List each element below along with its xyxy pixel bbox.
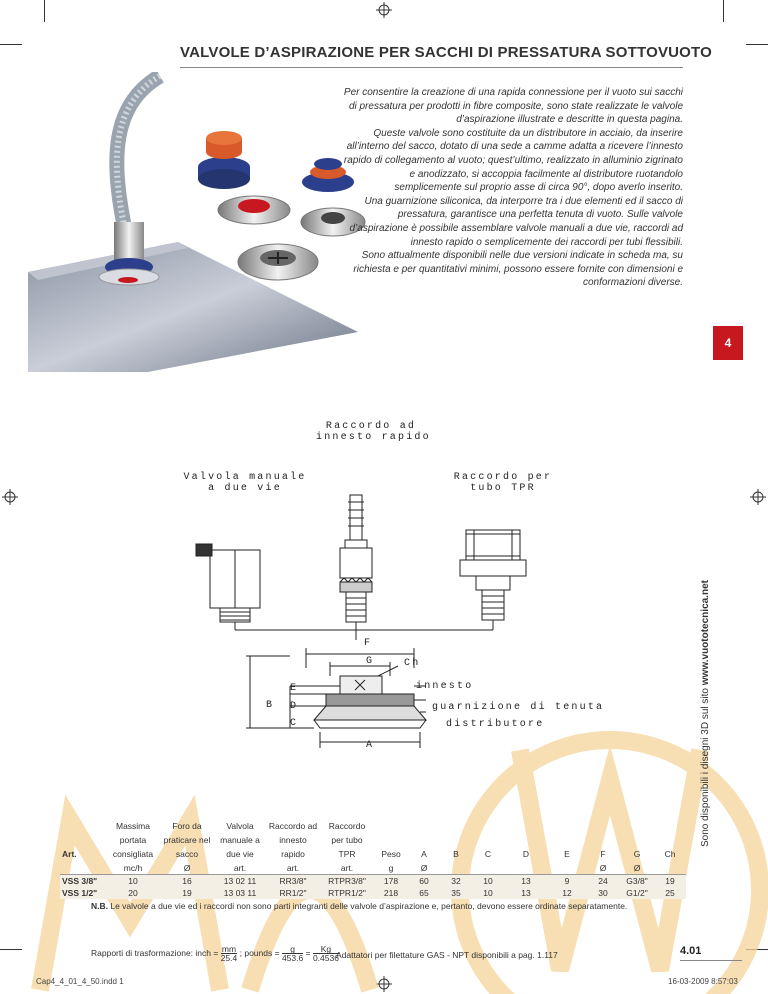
fraction-denominator: 25.4 <box>220 953 238 963</box>
label-quick-coupling: Raccordo ad innesto rapido <box>316 421 431 443</box>
unit-cell: Ø <box>620 862 654 875</box>
unit-cell: Ø <box>408 862 440 875</box>
fraction-numerator: g <box>282 945 303 954</box>
label-distributore: distributore <box>446 719 545 730</box>
side-note <box>700 580 711 847</box>
fraction-mm <box>221 945 238 962</box>
col-header: Peso <box>381 849 401 859</box>
registration-mark <box>2 489 18 505</box>
col-header: Raccordo per tubo TPR <box>328 821 366 859</box>
conversion-formula <box>91 945 339 962</box>
col-header: Ch <box>664 849 676 859</box>
unit-cell: art. <box>266 862 320 875</box>
chapter-badge: 4 <box>713 326 743 360</box>
conversion-label: Rapporti di trasformazione: inch = <box>91 947 219 958</box>
table-cell: 12 <box>548 887 586 899</box>
registration-mark <box>750 489 766 505</box>
table-cell: 13 <box>504 875 548 888</box>
intro-paragraph: Queste valvole sono costituite da un distributore in acciaio, da inserire all’interno del sacco, dotato di una sede a camme adatta a ricevere l’innesto rapido di collegamento al vuoto; quest’ultimo, realizzato in alluminio zigrinato e anodizzato, si accoppia facilmente al distributore ruotandolo semplicemente sul proprio asse di circa 90°, dopo averlo inserito. <box>343 127 683 194</box>
label-tpr-fitting: Raccordo per tubo TPR <box>453 472 553 494</box>
table-cell: 19 <box>654 875 686 888</box>
table-cell: 10 <box>106 875 160 888</box>
table-cell: RR3/8" <box>266 875 320 888</box>
label-manual-valve: Valvola manuale a due vie <box>183 472 307 494</box>
table-cell: 13 03 11 <box>214 887 266 899</box>
title-divider <box>180 67 683 68</box>
table-row <box>60 887 686 899</box>
unit-cell <box>548 862 586 875</box>
table-cell: RTPR3/8" <box>320 875 374 888</box>
col-header: B <box>453 849 459 859</box>
table-cell: G3/8" <box>620 875 654 888</box>
fraction-denominator: 453.6 <box>281 953 304 963</box>
table-cell: 20 <box>106 887 160 899</box>
fraction-numerator: Kg <box>313 945 339 954</box>
table-cell: 10 <box>472 875 504 888</box>
intro-paragraph: Per consentire la creazione di una rapida connessione per il vuoto sui sacchi di pressatura per prodotti in fibre composite, sono state realizzate le valvole d’aspirazione illustrate e descritte in questa pagina. <box>343 87 683 126</box>
col-header: E <box>564 849 570 859</box>
unit-cell <box>504 862 548 875</box>
col-header: F <box>600 849 606 859</box>
page-title: VALVOLE D’ASPIRAZIONE PER SACCHI DI PRESSATURA SOTTOVUOTO <box>180 44 713 61</box>
table-header-row <box>60 818 686 862</box>
table-cell: 25 <box>654 887 686 899</box>
unit-cell: g <box>374 862 408 875</box>
dimension-C: C <box>290 718 299 729</box>
registration-mark <box>376 2 392 18</box>
col-header: A <box>421 849 427 859</box>
note-text: Le valvole a due vie ed i raccordi non sono parti integranti delle valvole d’aspirazione e, pertanto, devono essere ordinate separatamente. <box>108 901 628 911</box>
dimension-G: G <box>366 656 375 667</box>
conversion-pounds-label: ; pounds = <box>239 947 280 958</box>
table-cell: G1/2" <box>620 887 654 899</box>
crop-mark <box>746 44 768 45</box>
dimension-E: E <box>290 683 299 694</box>
table-cell: 178 <box>374 875 408 888</box>
col-header: Raccordo ad innesto rapido <box>268 821 318 859</box>
table-cell: 16 <box>160 875 214 888</box>
intro-text <box>340 86 683 290</box>
dimension-F: F <box>364 638 373 649</box>
crop-mark <box>44 0 45 22</box>
table-cell: 30 <box>586 887 620 899</box>
crop-mark <box>723 0 724 22</box>
website-link[interactable]: www.vuototecnica.net <box>700 580 711 686</box>
unit-cell <box>60 862 106 875</box>
table-cell: 13 <box>504 887 548 899</box>
table-cell: 13 02 11 <box>214 875 266 888</box>
table-cell: RR1/2" <box>266 887 320 899</box>
footer-timestamp: 16-03-2009 8:57:03 <box>668 977 738 986</box>
unit-cell <box>440 862 472 875</box>
fraction-g <box>282 945 303 962</box>
col-header: Massima portata consigliata <box>112 821 154 859</box>
page-number: 4.01 <box>680 945 702 957</box>
fraction-numerator: mm <box>221 944 237 954</box>
table-cell: 60 <box>408 875 440 888</box>
label-guarnizione: guarnizione di tenuta <box>432 702 605 713</box>
table-cell: VSS 3/8" <box>60 875 106 888</box>
col-header: Art. <box>62 849 77 859</box>
table-cell: 24 <box>586 875 620 888</box>
col-header: G <box>633 849 641 859</box>
table-cell: VSS 1/2" <box>60 887 106 899</box>
unit-cell <box>472 862 504 875</box>
table-cell: 32 <box>440 875 472 888</box>
dimension-D: D <box>290 701 299 712</box>
intro-paragraph: Sono attualmente disponibili nelle due versioni indicate in scheda ma, su richiesta e per quantitativi minimi, possono essere fornite con dimensioni e conformazioni diverse. <box>353 250 683 289</box>
spec-table <box>60 818 686 899</box>
footer-filename: Cap4_4_01_4_50.indd 1 <box>36 977 124 986</box>
order-note <box>91 901 627 911</box>
table-cell: 218 <box>374 887 408 899</box>
dimension-Ch: Ch <box>404 658 421 669</box>
table-cell: 19 <box>160 887 214 899</box>
table-cell: RTPR1/2" <box>320 887 374 899</box>
intro-paragraph: Una guarnizione siliconica, da interporre tra i due elementi ed il sacco di pressatura, garantisce una perfetta tenuta di vuoto. Sulle valvole d’aspirazione è possibile assemblare valvole manuali a due vie, raccordi ad innesto rapido o semplicemente dei raccordi per tubi flessibili. <box>349 195 683 248</box>
dimension-B: B <box>266 700 275 711</box>
col-header: C <box>484 849 492 859</box>
unit-cell: art. <box>214 862 266 875</box>
fraction-denominator: 0.4536 <box>312 953 339 963</box>
side-note-text: Sono disponibili i disegni 3D sul sito <box>700 685 711 847</box>
table-row <box>60 875 686 888</box>
table-units-row <box>60 862 686 875</box>
table-cell: 10 <box>472 887 504 899</box>
unit-cell: art. <box>320 862 374 875</box>
table-cell: 35 <box>440 887 472 899</box>
dimension-A: A <box>366 740 375 751</box>
unit-cell: mc/h <box>106 862 160 875</box>
table-cell: 9 <box>548 875 586 888</box>
col-header: Foro da praticare nel sacco <box>163 821 211 859</box>
unit-cell <box>654 862 686 875</box>
page-number-divider <box>680 960 742 961</box>
col-header: Valvola manuale a due vie <box>220 821 260 859</box>
label-innesto: innesto <box>416 681 474 692</box>
technical-drawing <box>190 490 590 820</box>
unit-cell: Ø <box>160 862 214 875</box>
crop-mark <box>0 44 22 45</box>
note-prefix: N.B. <box>91 901 108 911</box>
table-cell: 65 <box>408 887 440 899</box>
product-photo <box>28 72 388 372</box>
unit-cell: Ø <box>586 862 620 875</box>
col-header: D <box>522 849 530 859</box>
equals-sign: = <box>305 947 311 958</box>
adapters-note: Adattatori per filettature GAS - NPT disponibili a pag. 1.117 <box>336 950 558 960</box>
